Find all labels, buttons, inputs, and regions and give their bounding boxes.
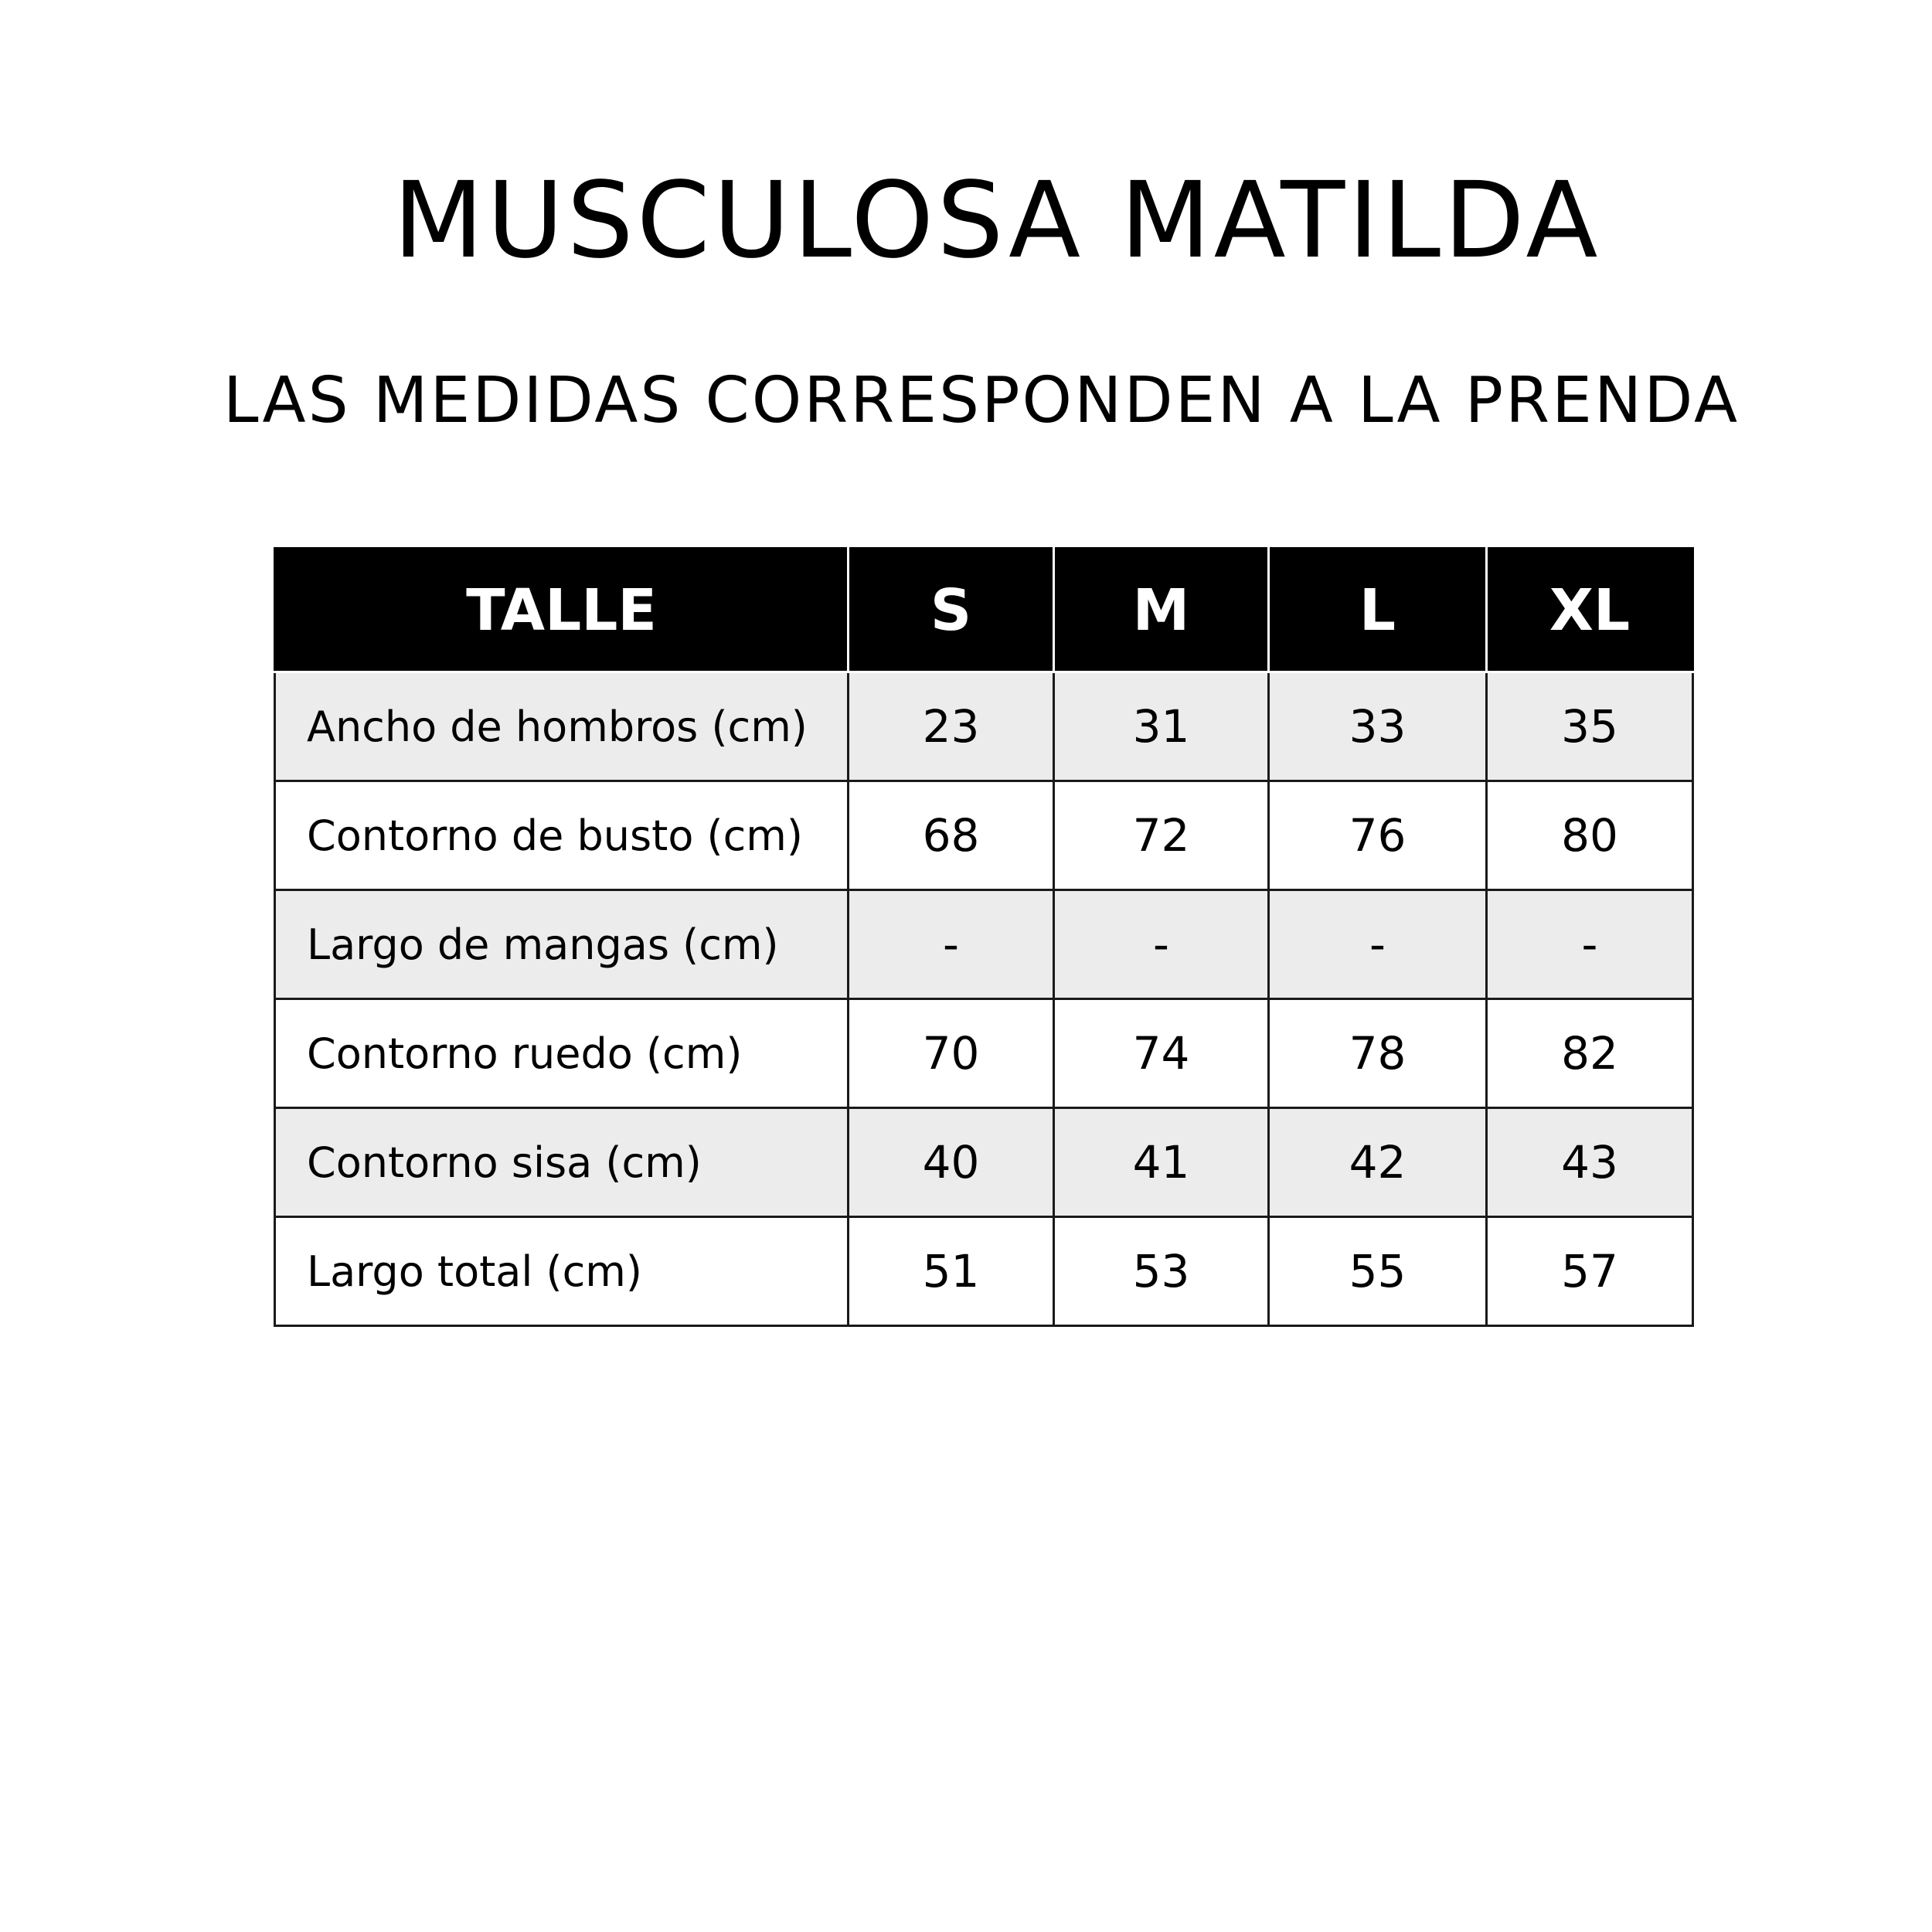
table-cell: 76 bbox=[1269, 781, 1487, 890]
table-cell: 23 bbox=[849, 672, 1054, 781]
table-row bbox=[275, 999, 1693, 1108]
table-cell: - bbox=[1269, 890, 1487, 999]
table-cell: 51 bbox=[849, 1217, 1054, 1326]
table-row bbox=[275, 1217, 1693, 1326]
size-chart-table bbox=[274, 547, 1694, 1327]
table-cell: 31 bbox=[1054, 672, 1269, 781]
table-cell: 70 bbox=[849, 999, 1054, 1108]
table-cell: 33 bbox=[1269, 672, 1487, 781]
table-row bbox=[275, 1108, 1693, 1217]
table-cell: 57 bbox=[1487, 1217, 1693, 1326]
table-cell: 82 bbox=[1487, 999, 1693, 1108]
table-cell: 72 bbox=[1054, 781, 1269, 890]
table-cell: 40 bbox=[849, 1108, 1054, 1217]
table-cell: 74 bbox=[1054, 999, 1269, 1108]
table-cell: 35 bbox=[1487, 672, 1693, 781]
table-cell: 53 bbox=[1054, 1217, 1269, 1326]
table-header-row bbox=[275, 549, 1693, 672]
table-cell: 80 bbox=[1487, 781, 1693, 890]
row-label: Contorno de busto (cm) bbox=[275, 781, 849, 890]
table-row bbox=[275, 672, 1693, 781]
row-label: Largo total (cm) bbox=[275, 1217, 849, 1326]
table-cell: 41 bbox=[1054, 1108, 1269, 1217]
page-title: MUSCULOSA MATILDA bbox=[393, 160, 1601, 282]
table-cell: - bbox=[849, 890, 1054, 999]
page-subtitle: LAS MEDIDAS CORRESPONDEN A LA PRENDA bbox=[223, 364, 1740, 437]
row-label: Largo de mangas (cm) bbox=[275, 890, 849, 999]
table-cell: - bbox=[1054, 890, 1269, 999]
column-header-talle: TALLE bbox=[275, 549, 849, 672]
table-cell: 55 bbox=[1269, 1217, 1487, 1326]
table-cell: 42 bbox=[1269, 1108, 1487, 1217]
column-header-m: M bbox=[1054, 549, 1269, 672]
table-row bbox=[275, 890, 1693, 999]
column-header-s: S bbox=[849, 549, 1054, 672]
table-cell: 78 bbox=[1269, 999, 1487, 1108]
table-row bbox=[275, 781, 1693, 890]
table-cell: 43 bbox=[1487, 1108, 1693, 1217]
column-header-xl: XL bbox=[1487, 549, 1693, 672]
table-cell: - bbox=[1487, 890, 1693, 999]
table-cell: 68 bbox=[849, 781, 1054, 890]
column-header-l: L bbox=[1269, 549, 1487, 672]
row-label: Contorno sisa (cm) bbox=[275, 1108, 849, 1217]
row-label: Ancho de hombros (cm) bbox=[275, 672, 849, 781]
row-label: Contorno ruedo (cm) bbox=[275, 999, 849, 1108]
